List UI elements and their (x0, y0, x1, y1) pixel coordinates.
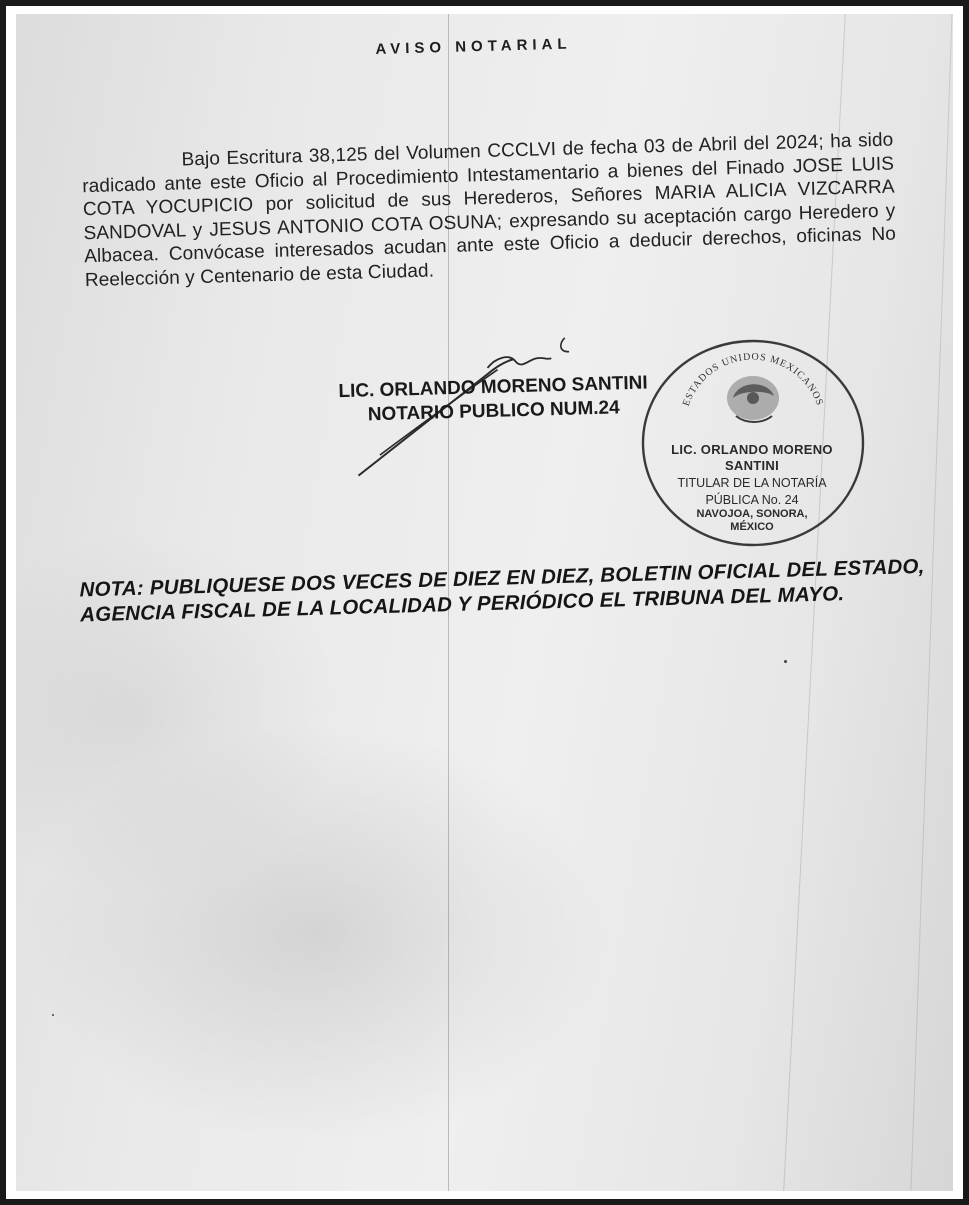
seal-name-line: SANTINI (724, 458, 780, 473)
eagle-emblem-icon (727, 376, 779, 422)
signatory-title: NOTARIO PUBLICO NUM.24 (367, 397, 620, 426)
notice-content (16, 14, 953, 1191)
signatory-name: LIC. ORLANDO MORENO SANTINI (338, 372, 648, 403)
paper-sheet (16, 14, 953, 1191)
seal-arc-text: ESTADOS UNIDOS MEXICANOS (680, 351, 826, 408)
seal-place-line: MÉXICO (730, 521, 774, 533)
seal-name-line: LIC. ORLANDO MORENO (671, 442, 833, 457)
notice-title: AVISO NOTARIAL (375, 35, 572, 58)
seal-title-line: TITULAR DE LA NOTARÍA (677, 476, 827, 490)
seal-place-line: NAVOJOA, SONORA, (696, 508, 808, 520)
notice-body: Bajo Escritura 38,125 del Volumen CCCLVI de fecha 03 de Abril del 2024; ha sido radicado ante este Oficio al Procedimiento Intestamentario a bienes del Finado JOSE LUIS COTA YOCUPICIO por solicitud de sus Herederos, Señores MARIA ALICIA VIZCARRA SANDOVAL y JESUS ANTONIO COTA OSUNA; expresando su aceptación cargo Heredero y Albacea. Convócase interesados acudan ante este Oficio a deducir derechos, oficinas No Reelección y Centenario de esta Ciudad. (81, 129, 897, 291)
seal-text-block (644, 442, 860, 534)
paper-speck (52, 1014, 54, 1016)
publication-note: NOTA: PUBLIQUESE DOS VECES DE DIEZ EN DIEZ, BOLETIN OFICIAL DEL ESTADO, AGENCIA FISCAL DE LA LOCALIDAD Y PERIÓDICO EL TRIBUNA DEL MAYO. (79, 554, 925, 627)
signature-block (308, 371, 679, 429)
paper-speck (784, 660, 787, 663)
seal-title-line: PÚBLICA No. 24 (705, 493, 799, 507)
